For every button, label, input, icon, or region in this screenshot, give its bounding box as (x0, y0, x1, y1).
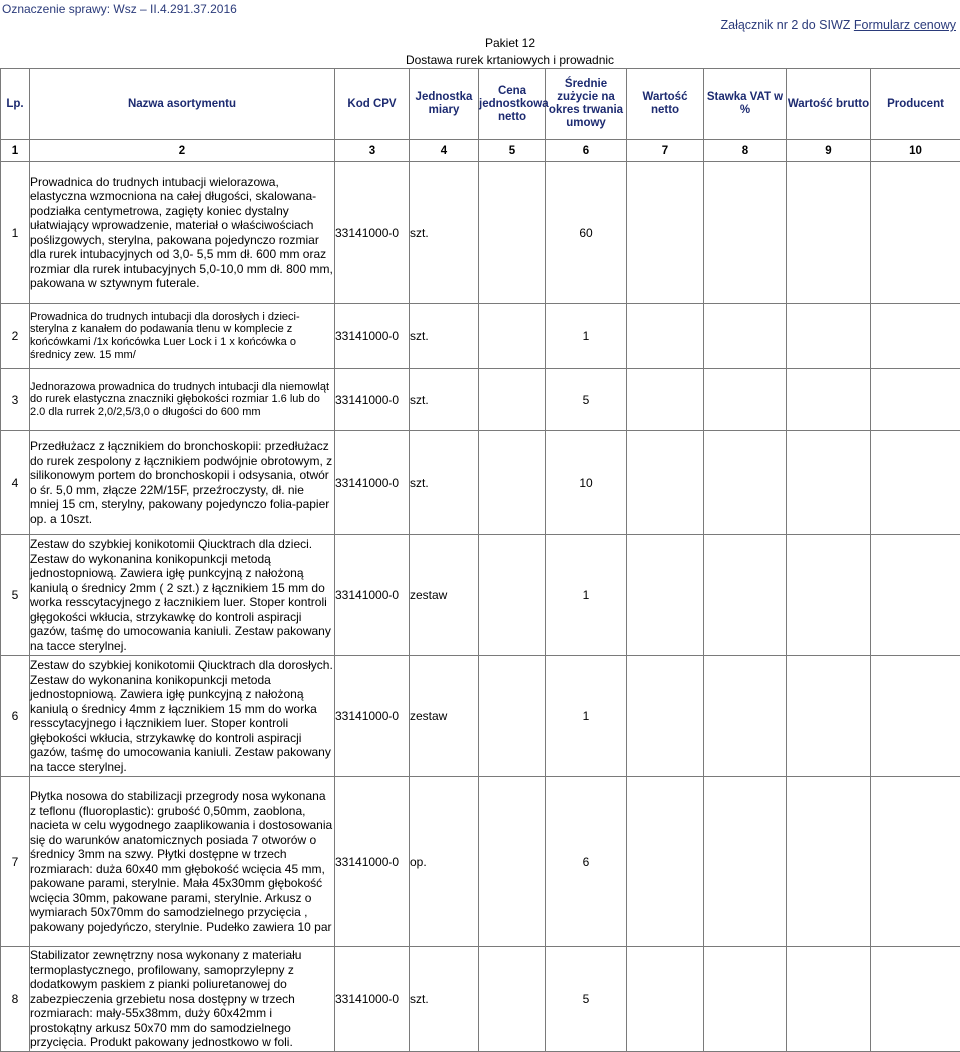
row-lp: 2 (1, 304, 30, 369)
row-unit: szt. (410, 304, 479, 369)
column-number: 7 (627, 140, 704, 162)
cell-unit-price[interactable] (479, 947, 546, 1052)
cell-net-value[interactable] (627, 656, 704, 777)
table-row (1, 304, 960, 369)
row-name: Zestaw do szybkiej konikotomii Qiucktrach dla dorosłych. Zestaw do wykonanina konikopunkcji metoda jednostopniową. Zawiera igłę punkcyjną z nałożoną kaniulą o średnicy 4mm z łącznikiem 15 mm do worka resscytacyjnego i łącznikiem luer. Stoper kontroli głębokości wkłucia, strzykawkę do kontroli aspiracji gazów, taśmę do umocowania kaniuli. Zestaw pakowany na tacce sterylnej. (30, 656, 335, 777)
column-number: 5 (479, 140, 546, 162)
row-unit: szt. (410, 162, 479, 304)
row-qty: 10 (546, 431, 627, 535)
cell-unit-price[interactable] (479, 535, 546, 656)
cell-unit-price[interactable] (479, 431, 546, 535)
row-qty: 5 (546, 369, 627, 431)
annex-title (720, 18, 956, 32)
cell-gross-value[interactable] (787, 369, 871, 431)
row-name: Zestaw do szybkiej konikotomii Qiucktrach dla dzieci. Zestaw do wykonanina konikopunkcji metodą jednostopniową. Zawiera igłę punkcyjną z nałożoną kaniulą o średnicy 2mm ( 2 szt.) z łącznikiem 15 mm do worka resscytacyjnego z łacznikiem luer. Stoper kontroli głęgokości wkłucia, strzykawkę do kontroli aspiracji gazów, taśmę do umocowania kaniuli. Zestaw pakowany na tacce sterylnej. (30, 535, 335, 656)
cell-net-value[interactable] (627, 162, 704, 304)
table-row (1, 777, 960, 947)
cell-unit-price[interactable] (479, 777, 546, 947)
row-cpv: 33141000-0 (335, 304, 410, 369)
column-number: 4 (410, 140, 479, 162)
cell-net-value[interactable] (627, 304, 704, 369)
table-row (1, 162, 960, 304)
package-title: Pakiet 12 (340, 36, 680, 50)
table-row (1, 947, 960, 1052)
row-lp: 8 (1, 947, 30, 1052)
row-unit: szt. (410, 947, 479, 1052)
column-header-vat: Stawka VAT w % (704, 69, 787, 140)
row-qty: 5 (546, 947, 627, 1052)
column-number-row (1, 140, 960, 162)
row-cpv: 33141000-0 (335, 656, 410, 777)
table-row (1, 369, 960, 431)
column-header-cpv: Kod CPV (335, 69, 410, 140)
row-lp: 3 (1, 369, 30, 431)
cell-gross-value[interactable] (787, 304, 871, 369)
row-name: Płytka nosowa do stabilizacji przegrody nosa wykonana z teflonu (fluoroplastic): grubość 0,50mm, zaoblona, nacieta w celu wygodnego zaaplikowania i dostosowania się do warunków anatomicznych posiada 7 otworów o średnicy 3mm na szwy. Płytki dostępne w trzech rozmiarach: duża 60x40 mm głębokość wcięcia 45 mm, pakowane parami, sterylnie. Mała 45x30mm głębokość wcięcia 30mm, pakowane parami, sterylnie. Arkusz o wymiarach 50x70mm do samodzielnego przycięcia , pakowany pojedyńczo, sterylnie. Pudełko zawiera 10 par (30, 777, 335, 947)
package-subject: Dostawa rurek krtaniowych i prowadnic (340, 53, 680, 67)
cell-vat[interactable] (704, 947, 787, 1052)
cell-vat[interactable] (704, 656, 787, 777)
row-qty: 1 (546, 535, 627, 656)
column-header-lp: Lp. (1, 69, 30, 140)
row-name: Jednorazowa prowadnica do trudnych intubacji dla niemowląt do rurek elastyczna znaczniki głębokości rozmiar 1.6 lub do 2.0 dla rurrek 2,0/2,5/3,0 o długości do 600 mm (30, 369, 335, 431)
cell-gross-value[interactable] (787, 947, 871, 1052)
row-qty: 1 (546, 304, 627, 369)
row-lp: 7 (1, 777, 30, 947)
cell-producer[interactable] (871, 431, 960, 535)
column-number: 8 (704, 140, 787, 162)
column-header-name: Nazwa asortymentu (30, 69, 335, 140)
cell-gross-value[interactable] (787, 777, 871, 947)
cell-producer[interactable] (871, 947, 960, 1052)
row-name: Stabilizator zewnętrzny nosa wykonany z materiału termoplastycznego, profilowany, samoprzylepny z dodatkowym paskiem z pianki poliuretanowej do zabezpieczenia grzebietu nosa dostępny w trzech rozmiarach: mały-55x38mm, duży 60x42mm i prostokątny arkusz 50x70 mm do samodzielnego przycięcia. Produkt pakowany jednostkowo w foli. (30, 947, 335, 1052)
column-header-unit: Jednostka miary (410, 69, 479, 140)
annex-form-name: Formularz cenowy (854, 18, 956, 32)
cell-producer[interactable] (871, 162, 960, 304)
cell-vat[interactable] (704, 162, 787, 304)
row-cpv: 33141000-0 (335, 162, 410, 304)
cell-vat[interactable] (704, 777, 787, 947)
row-lp: 4 (1, 431, 30, 535)
cell-net-value[interactable] (627, 777, 704, 947)
cell-vat[interactable] (704, 535, 787, 656)
column-number: 9 (787, 140, 871, 162)
row-cpv: 33141000-0 (335, 535, 410, 656)
price-form-table (0, 68, 960, 1052)
column-header-net-value: Wartość netto (627, 69, 704, 140)
row-unit: zestaw (410, 535, 479, 656)
row-cpv: 33141000-0 (335, 369, 410, 431)
row-unit: op. (410, 777, 479, 947)
cell-producer[interactable] (871, 304, 960, 369)
case-reference: Oznaczenie sprawy: Wsz – II.4.291.37.2016 (2, 2, 237, 16)
cell-net-value[interactable] (627, 369, 704, 431)
column-header-unit-price: Cena jednostkowa netto (479, 69, 546, 140)
column-number: 10 (871, 140, 960, 162)
column-header-producer: Producent (871, 69, 960, 140)
cell-net-value[interactable] (627, 535, 704, 656)
cell-gross-value[interactable] (787, 535, 871, 656)
column-number: 2 (30, 140, 335, 162)
row-cpv: 33141000-0 (335, 777, 410, 947)
row-qty: 60 (546, 162, 627, 304)
cell-net-value[interactable] (627, 947, 704, 1052)
header-row (1, 69, 960, 140)
cell-unit-price[interactable] (479, 304, 546, 369)
row-unit: szt. (410, 369, 479, 431)
cell-unit-price[interactable] (479, 656, 546, 777)
row-lp: 1 (1, 162, 30, 304)
column-number: 1 (1, 140, 30, 162)
cell-vat[interactable] (704, 304, 787, 369)
row-cpv: 33141000-0 (335, 431, 410, 535)
table-row (1, 431, 960, 535)
row-qty: 1 (546, 656, 627, 777)
cell-unit-price[interactable] (479, 369, 546, 431)
cell-net-value[interactable] (627, 431, 704, 535)
row-name: Prowadnica do trudnych intubacji dla dorosłych i dzieci-sterylna z kanałem do podawania tlenu w komplecie z końcówkami /1x końcówka Luer Lock i 1 x końcówka o średnicy zew. 15 mm/ (30, 304, 335, 369)
cell-vat[interactable] (704, 369, 787, 431)
cell-gross-value[interactable] (787, 656, 871, 777)
row-name: Prowadnica do trudnych intubacji wielorazowa, elastyczna wzmocniona na całej długości, skalowana-podziałka centymetrowa, zagięty koniec dystalny ułatwiający wprowadzenie, materiał o właściwościach poślizgowych, sterylna, pakowana pojedynczo rozmiar dla rurek intubacyjnych od 3,0- 5,5 mm dł. 600 mm oraz rozmiar dla rurek intubacyjnych 5,0-10,0 mm dł. 800 mm, pakowana w sztywnym futerale. (30, 162, 335, 304)
column-header-usage: Średnie zużycie na okres trwania umowy (546, 69, 627, 140)
cell-producer[interactable] (871, 535, 960, 656)
row-lp: 5 (1, 535, 30, 656)
cell-producer[interactable] (871, 656, 960, 777)
row-cpv: 33141000-0 (335, 947, 410, 1052)
row-unit: zestaw (410, 656, 479, 777)
cell-vat[interactable] (704, 431, 787, 535)
annex-prefix: Załącznik nr 2 do SIWZ (720, 18, 850, 32)
column-header-gross-value: Wartość brutto (787, 69, 871, 140)
table-row (1, 535, 960, 656)
table-row (1, 656, 960, 777)
row-name: Przedłużacz z łącznikiem do bronchoskopii: przedłużacz do rurek zespolony z łącznikiem podwójnie obrotowym, z silikonowym portem do bronchoskopii i odsysania, otwór o śr. 5,0 mm, złącze 22M/15F, przeźroczysty, dł. nie mniej 15 cm, sterylny, pakowany pojedynczo folia-papier op. a 10szt. (30, 431, 335, 535)
column-number: 3 (335, 140, 410, 162)
column-number: 6 (546, 140, 627, 162)
cell-unit-price[interactable] (479, 162, 546, 304)
cell-gross-value[interactable] (787, 162, 871, 304)
cell-producer[interactable] (871, 777, 960, 947)
row-unit: szt. (410, 431, 479, 535)
cell-producer[interactable] (871, 369, 960, 431)
row-qty: 6 (546, 777, 627, 947)
row-lp: 6 (1, 656, 30, 777)
cell-gross-value[interactable] (787, 431, 871, 535)
